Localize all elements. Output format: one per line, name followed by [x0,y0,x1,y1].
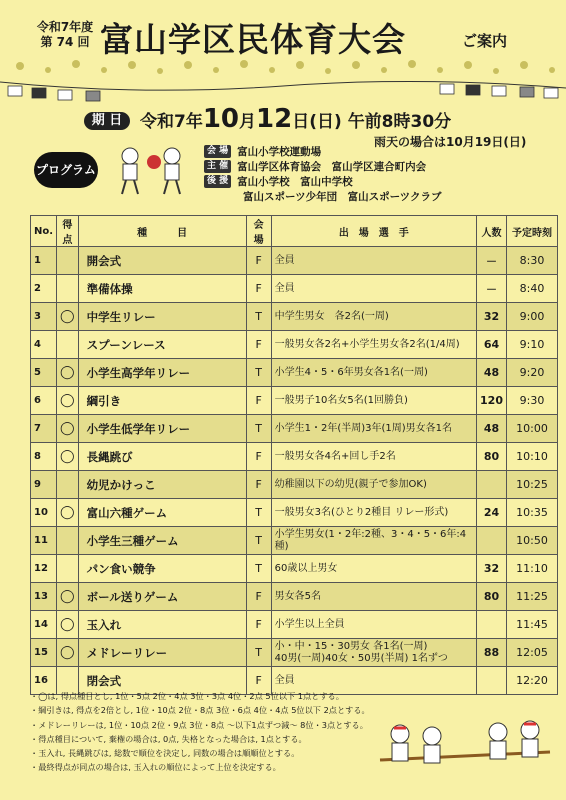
row-count: － [477,247,507,275]
row-event: 開会式 [78,247,246,275]
row-participants [271,639,476,667]
row-venue: T [246,555,271,583]
event-date [140,104,451,134]
table-row [31,303,558,331]
table-row [31,471,558,499]
table-row [31,275,558,303]
row-count [477,527,507,555]
table-row [31,499,558,527]
date-month: 10 [202,104,240,134]
row-venue: T [246,303,271,331]
header-count: 人数 [477,216,507,247]
table-row [31,639,558,667]
participants-line: 小・中・15・30男女 各1名(一周) [274,640,428,652]
rain-date: 雨天の場合は10月19日(日) [374,135,527,149]
row-venue: T [246,499,271,527]
table-row [31,331,558,359]
row-no: 15 [31,639,57,667]
table-row [31,527,558,555]
row-count: 48 [477,415,507,443]
row-participants: 小学生男女(1・2年:2種、3・4・5・6年:4種) [271,527,476,555]
row-point [57,471,79,499]
row-point [57,275,79,303]
note-item: ・◯は, 得点種目とし, 1位・5点 2位・4点 3位・3点 4位・2点 5位以下 1点とする。 [30,691,344,701]
row-participants: 小学生4・5・6年男女各1名(一周) [271,359,476,387]
date-day: 12 [256,104,293,134]
confetti-decoration [0,56,566,78]
row-no: 16 [31,667,57,695]
row-no: 1 [31,247,57,275]
tug-of-war-illustration [370,712,560,788]
sponsor-text: 富山小学校 富山中学校 [237,176,353,188]
row-participants: 小学生1・2年(半周)3年(1周)男女各1名 [271,415,476,443]
row-point: ◯ [57,443,79,471]
row-venue: F [246,247,271,275]
sponsor-row-2 [204,190,442,204]
row-event: 小学生低学年リレー [78,415,246,443]
program-table [30,215,558,695]
date-day-unit: 日 [292,112,310,132]
row-time: 12:05 [507,639,558,667]
table-row [31,359,558,387]
row-participants: 一般男女3名(ひとり2種目 リレー形式) [271,499,476,527]
row-point: ◯ [57,499,79,527]
venue-tag: 会 場 [204,145,231,158]
row-point [57,555,79,583]
row-event: 準備体操 [78,275,246,303]
table-row [31,387,558,415]
row-event: 富山六種ゲーム [78,499,246,527]
row-time: 10:35 [507,499,558,527]
row-participants: 全員 [271,247,476,275]
row-count: 80 [477,443,507,471]
row-venue: T [246,359,271,387]
row-no: 12 [31,555,57,583]
row-event: パン食い競争 [78,555,246,583]
edition-block [34,20,96,50]
row-time: 11:10 [507,555,558,583]
row-venue: T [246,527,271,555]
row-time: 8:40 [507,275,558,303]
row-venue: T [246,639,271,667]
row-participants: 幼稚園以下の幼児(親子で参加OK) [271,471,476,499]
row-venue: F [246,443,271,471]
row-participants: 中学生男女 各2名(一周) [271,303,476,331]
row-time: 11:25 [507,583,558,611]
row-no: 5 [31,359,57,387]
row-time: 10:00 [507,415,558,443]
sponsor-tag: 後 援 [204,175,231,188]
row-event: スプーンレース [78,331,246,359]
row-venue: F [246,583,271,611]
note-item: ・得点種目について, 棄権の場合は, 0点, 失格となった場合は, 1点とする。 [30,733,307,744]
row-event: ボール送りゲーム [78,583,246,611]
row-no: 9 [31,471,57,499]
table-row [31,415,558,443]
row-participants: 全員 [271,667,476,695]
row-time: 12:20 [507,667,558,695]
header-event: 種 目 [78,216,246,247]
header-point: 得点 [57,216,79,247]
row-participants: 一般男女各2名+小学生男女各2名(1/4周) [271,331,476,359]
row-no: 3 [31,303,57,331]
date-label-badge: 期 日 [84,112,130,130]
row-participants: 一般男女各4名+回し手2名 [271,443,476,471]
header-no: No. [31,216,57,247]
row-no: 14 [31,611,57,639]
venue-row [204,145,442,159]
row-participants: 60歳以上男女 [271,555,476,583]
program-badge: プログラム [34,152,98,188]
host-text: 富山学区体育協会 富山学区連合町内会 [237,161,427,173]
row-point [57,331,79,359]
row-no: 6 [31,387,57,415]
header-participants: 出 場 選 手 [271,216,476,247]
row-count [477,611,507,639]
sponsor-text-2: 富山スポーツ少年団 富山スポーツクラブ [243,191,442,203]
row-time: 9:30 [507,387,558,415]
row-no: 4 [31,331,57,359]
event-info [204,145,442,205]
row-count: 32 [477,303,507,331]
participants-line: 40男(一周)40女・50男(半周) 1名ずつ [274,652,448,664]
row-event: 玉入れ [78,611,246,639]
page-title: 富山学区民体育大会 [100,20,406,59]
row-point: ◯ [57,583,79,611]
host-row [204,160,442,174]
row-count: 24 [477,499,507,527]
row-count: － [477,275,507,303]
row-time: 9:00 [507,303,558,331]
row-event: 閉会式 [78,667,246,695]
row-event: 小学生三種ゲーム [78,527,246,555]
table-row [31,555,558,583]
row-count: 32 [477,555,507,583]
row-venue: F [246,611,271,639]
row-time: 9:10 [507,331,558,359]
row-participants: 男女各5名 [271,583,476,611]
header-time: 予定時刻 [507,216,558,247]
row-venue: T [246,415,271,443]
row-point: ◯ [57,387,79,415]
row-count: 120 [477,387,507,415]
title-suffix: ご案内 [462,32,508,50]
row-point: ◯ [57,639,79,667]
row-event: 綱引き [78,387,246,415]
table-row [31,247,558,275]
table-header-row [31,216,558,247]
row-no: 2 [31,275,57,303]
host-tag: 主 催 [204,160,231,173]
table-row [31,583,558,611]
row-event: メドレーリレー [78,639,246,667]
row-venue: F [246,331,271,359]
row-event: 幼児かけっこ [78,471,246,499]
row-time: 10:25 [507,471,558,499]
note-item: ・玉入れ, 長縄跳びは, 総数で順位を決定し, 同数の場合は順順位とする。 [30,748,300,759]
row-venue: F [246,667,271,695]
row-no: 13 [31,583,57,611]
row-count: 88 [477,639,507,667]
row-time: 9:20 [507,359,558,387]
row-event: 小学生高学年リレー [78,359,246,387]
header-venue: 会場 [246,216,271,247]
row-point: ◯ [57,611,79,639]
row-point [57,247,79,275]
row-venue: F [246,471,271,499]
date-row [84,104,554,134]
row-participants: 一般男子10名女5名(1回勝負) [271,387,476,415]
row-event: 中学生リレー [78,303,246,331]
row-point: ◯ [57,303,79,331]
children-illustration [112,142,192,198]
row-point: ◯ [57,415,79,443]
row-time: 10:10 [507,443,558,471]
row-count: 48 [477,359,507,387]
row-count: 64 [477,331,507,359]
row-count [477,471,507,499]
table-row [31,443,558,471]
row-venue: F [246,387,271,415]
row-venue: F [246,275,271,303]
date-month-unit: 月 [239,112,257,132]
date-prefix: 令和7年 [140,112,203,132]
row-time: 10:50 [507,527,558,555]
row-no: 7 [31,415,57,443]
row-point: ◯ [57,359,79,387]
note-item: ・綱引きは, 得点を2倍とし, 1位・10点 2位・8点 3位・6点 4位・4点 5位以下 2点とする。 [30,705,370,716]
row-participants: 小学生以上全員 [271,611,476,639]
row-point [57,527,79,555]
row-count [477,667,507,695]
row-no: 10 [31,499,57,527]
note-item: ・メドレーリレーは, 1位・10点 2位・9点 3位・8点 ～以下1点ずつ減～ 8位・3点とする。 [30,719,368,730]
date-weekday: (日) [309,112,342,132]
edition-number: 第 74 回 [40,35,90,49]
start-time: 午前8時30分 [347,112,452,132]
sponsor-row [204,175,442,189]
scoring-notes [30,689,380,775]
table-row [31,611,558,639]
row-event: 長縄跳び [78,443,246,471]
row-time: 8:30 [507,247,558,275]
row-no: 8 [31,443,57,471]
venue-text: 富山小学校運動場 [237,146,322,158]
row-participants: 全員 [271,275,476,303]
era-year: 令和7年度 [36,20,94,34]
row-no: 11 [31,527,57,555]
row-count: 80 [477,583,507,611]
note-item: ・最終得点が同点の場合は, 玉入れの順位によって上位を決定する。 [30,762,281,773]
row-time: 11:45 [507,611,558,639]
